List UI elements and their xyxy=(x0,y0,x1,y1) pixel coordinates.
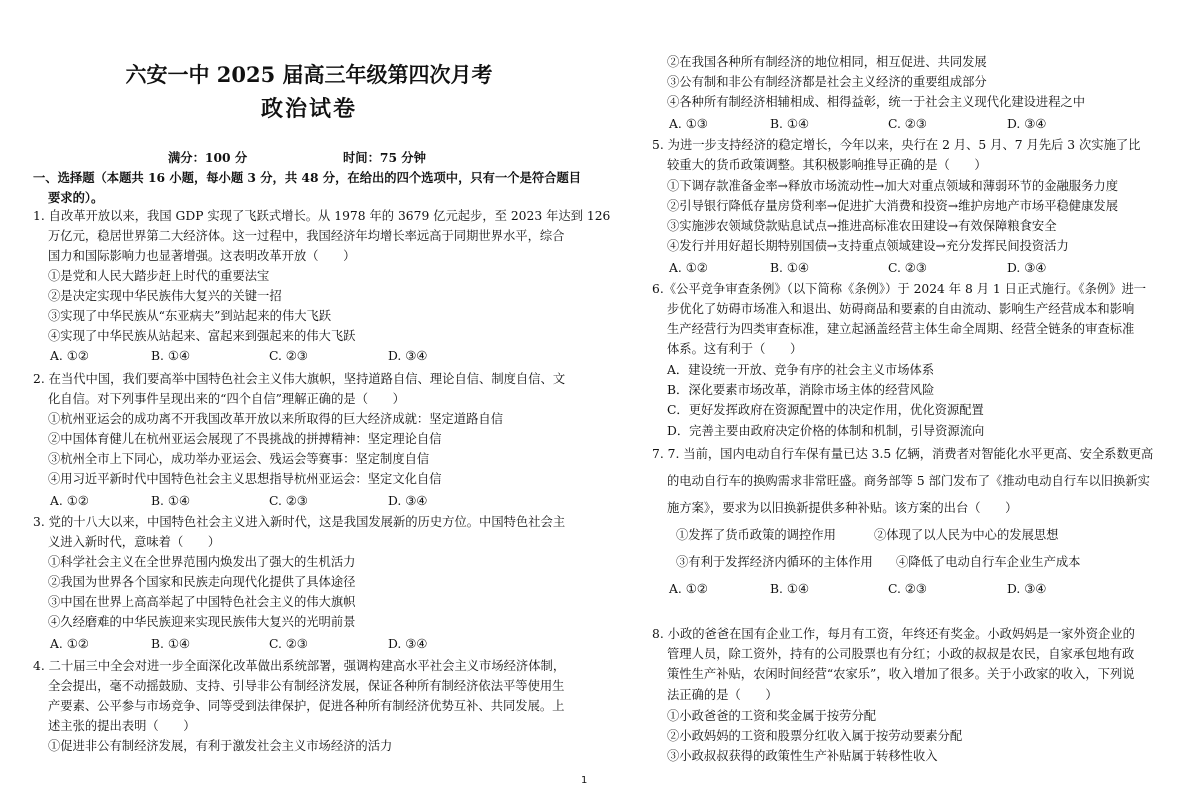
question-7-option-c: C. ②③ xyxy=(888,582,927,596)
page-number: 1 xyxy=(581,775,588,786)
question-3-stem: 3. 党的十八大以来，中国特色社会主义进入新时代，这是我国发展新的历史方位。中国特色社会主 xyxy=(33,515,566,529)
question-6-stem: 6.《公平竞争审查条例》（以下简称《条例》）于 2024 年 8 月 1 日正式施行。《条例》进一 xyxy=(652,282,1147,296)
question-7-statement: ③有利于发挥经济内循环的主体作用 xyxy=(676,555,873,569)
question-3-option-b: B. ①④ xyxy=(151,637,190,651)
full-score: 满分：100 分 xyxy=(168,150,248,165)
question-6-option-d: D．完善主要由政府决定价格的体制和机制，引导资源流向 xyxy=(667,424,985,438)
question-4-statement: ②在我国各种所有制经济的地位相同，相互促进、共同发展 xyxy=(667,55,987,69)
question-7-statement: ④降低了电动自行车企业生产成本 xyxy=(896,555,1081,569)
section-title: 要求的）。 xyxy=(48,190,104,205)
question-4-stem: 产要素、公平参与市场竞争、同等受到法律保护，促进各种所有制经济优势互补、共同发展。上 xyxy=(48,699,565,713)
question-6-stem: 步优化了妨碍市场准入和退出、妨碍商品和要素的自由流动、影响生产经营成本和影响 xyxy=(667,302,1135,316)
question-1-option-a: A. ①② xyxy=(50,349,89,363)
question-8-statement: ①小政爸爸的工资和奖金属于按劳分配 xyxy=(667,709,877,723)
question-4-option-a: A. ①③ xyxy=(669,117,708,131)
question-4-option-c: C. ②③ xyxy=(888,117,927,131)
question-2-statement: ①杭州亚运会的成功离不开我国改革开放以来所取得的巨大经济成就：坚定道路自信 xyxy=(48,412,503,426)
exam-time: 时间：75 分钟 xyxy=(343,150,426,165)
question-2-statement: ②中国体育健儿在杭州亚运会展现了不畏挑战的拼搏精神：坚定理论自信 xyxy=(48,432,442,446)
question-5-statement: ③实施涉农领域贷款贴息试点→推进高标准农田建设→有效保障粮食安全 xyxy=(667,219,1057,233)
question-7-stem: 的电动自行车的换购需求非常旺盛。商务部等 5 部门发布了《推动电动自行车以旧换新实 xyxy=(667,474,1150,488)
question-5-stem: 较重大的货币政策调整。其积极影响推导正确的是（ ） xyxy=(667,158,987,172)
question-2-option-c: C. ②③ xyxy=(269,494,308,508)
question-3-statement: ①科学社会主义在全世界范围内焕发出了强大的生机活力 xyxy=(48,555,356,569)
question-4-statement: ④各种所有制经济相辅相成、相得益彰，统一于社会主义现代化建设进程之中 xyxy=(667,95,1086,109)
question-8-statement: ②小政妈妈的工资和股票分红收入属于按劳动要素分配 xyxy=(667,729,963,743)
question-7-option-d: D. ③④ xyxy=(1007,582,1047,596)
question-7-stem: 7. 7. 当前，国内电动自行车保有量已达 3.5 亿辆，消费者对智能化水平更高、安全系数更高 xyxy=(652,447,1154,461)
question-5-statement: ④发行并用好超长期特别国债→支持重点领域建设→充分发挥民间投资活力 xyxy=(667,239,1069,253)
question-8-statement: ③小政叔叔获得的政策性生产补贴属于转移性收入 xyxy=(667,749,938,763)
question-2-option-b: B. ①④ xyxy=(151,494,190,508)
question-7-option-b: B. ①④ xyxy=(770,582,809,596)
question-8-stem: 策性生产补贴，农闲时间经营“农家乐”，收入增加了很多。关于小政家的收入，下列说 xyxy=(667,667,1135,681)
question-3-option-d: D. ③④ xyxy=(388,637,428,651)
question-4-statement: ③公有制和非公有制经济都是社会主义经济的重要组成部分 xyxy=(667,75,987,89)
question-1-option-d: D. ③④ xyxy=(388,349,428,363)
question-5-option-d: D. ③④ xyxy=(1007,261,1047,275)
question-1-stem: 国力和国际影响力也显著增强。这表明改革开放（ ） xyxy=(48,249,356,263)
section-title: 一、选择题（本题共 16 小题，每小题 3 分，共 48 分，在给出的四个选项中，只有一个是符合题目 xyxy=(33,170,582,185)
question-3-statement: ④久经磨难的中华民族迎来实现民族伟大复兴的光明前景 xyxy=(48,615,356,629)
exam-title: 六安一中 2025 届高三年级第四次月考 xyxy=(125,62,493,87)
question-1-option-b: B. ①④ xyxy=(151,349,190,363)
question-2-option-a: A. ①② xyxy=(50,494,89,508)
question-1-statement: ①是党和人民大踏步赶上时代的重要法宝 xyxy=(48,269,270,283)
question-8-stem: 8. 小政的爸爸在国有企业工作，每月有工资，年终还有奖金。小政妈妈是一家外资企业的 xyxy=(652,627,1135,641)
exam-subject: 政治试卷 xyxy=(260,96,357,122)
question-3-statement: ②我国为世界各个国家和民族走向现代化提供了具体途径 xyxy=(48,575,356,589)
question-6-option-a: A．建设统一开放、竞争有序的社会主义市场体系 xyxy=(667,363,935,377)
question-3-option-a: A. ①② xyxy=(50,637,89,651)
question-1-statement: ④实现了中华民族从站起来、富起来到强起来的伟大飞跃 xyxy=(48,329,356,343)
question-1-option-c: C. ②③ xyxy=(269,349,308,363)
question-1-stem: 万亿元，稳居世界第二大经济体。这一过程中，我国经济年均增长率远高于同期世界水平，综合 xyxy=(48,229,565,243)
question-2-stem: 化自信。对下列事件呈现出来的“四个自信”理解正确的是（ ） xyxy=(48,392,405,406)
question-1-statement: ③实现了中华民族从“东亚病夫”到站起来的伟大飞跃 xyxy=(48,309,332,323)
question-4-statement: ①促进非公有制经济发展，有利于激发社会主义市场经济的活力 xyxy=(48,739,393,753)
question-3-option-c: C. ②③ xyxy=(269,637,308,651)
question-4-stem: 4. 二十届三中全会对进一步全面深化改革做出系统部署，强调构建高水平社会主义市场经济体制， xyxy=(33,659,566,673)
question-4-option-b: B. ①④ xyxy=(770,117,809,131)
question-1-stem: 1. 自改革开放以来，我国 GDP 实现了飞跃式增长。从 1978 年的 3679 亿元起步，至 2023 年达到 126 xyxy=(33,209,611,223)
question-8-stem: 管理人员，除工资外，持有的公司股票也有分红；小政的叔叔是农民，自家承包地有政 xyxy=(667,647,1135,661)
question-5-option-c: C. ②③ xyxy=(888,261,927,275)
question-7-statement: ①发挥了货币政策的调控作用 xyxy=(676,528,836,542)
question-2-statement: ④用习近平新时代中国特色社会主义思想指导杭州亚运会：坚定文化自信 xyxy=(48,472,442,486)
question-7-stem: 施方案》，要求为以旧换新提供多种补贴。该方案的出台（ ） xyxy=(667,501,1018,515)
question-8-stem: 法正确的是（ ） xyxy=(667,688,778,702)
question-2-statement: ③杭州全市上下同心，成功举办亚运会、残运会等赛事：坚定制度自信 xyxy=(48,452,430,466)
question-5-statement: ①下调存款准备金率→释放市场流动性→加大对重点领域和薄弱环节的金融服务力度 xyxy=(667,179,1118,193)
question-2-stem: 2. 在当代中国，我们要高举中国特色社会主义伟大旗帜，坚持道路自信、理论自信、制度自信、文 xyxy=(33,372,566,386)
question-4-option-d: D. ③④ xyxy=(1007,117,1047,131)
question-5-statement: ②引导银行降低存量房贷利率→促进扩大消费和投资→维护房地产市场平稳健康发展 xyxy=(667,199,1118,213)
question-1-statement: ②是决定实现中华民族伟大复兴的关键一招 xyxy=(48,289,282,303)
question-4-stem: 全会提出，毫不动摇鼓励、支持、引导非公有制经济发展，保证各种所有制经济依法平等使用生 xyxy=(48,679,565,693)
question-3-statement: ③中国在世界上高高举起了中国特色社会主义的伟大旗帜 xyxy=(48,595,356,609)
question-3-stem: 义进入新时代，意味着（ ） xyxy=(48,535,221,549)
question-6-option-b: B．深化要素市场改革，消除市场主体的经营风险 xyxy=(667,383,935,397)
question-5-option-b: B. ①④ xyxy=(770,261,809,275)
question-2-option-d: D. ③④ xyxy=(388,494,428,508)
question-7-statement: ②体现了以人民为中心的发展思想 xyxy=(874,528,1059,542)
question-5-stem: 5. 为进一步支持经济的稳定增长，今年以来，央行在 2 月、5 月、7 月先后 3 次实施了比 xyxy=(652,138,1141,152)
question-4-stem: 述主张的提出表明（ ） xyxy=(48,719,196,733)
question-5-option-a: A. ①② xyxy=(669,261,708,275)
question-6-stem: 体系。这有利于（ ） xyxy=(667,342,803,356)
question-7-option-a: A. ①② xyxy=(669,582,708,596)
question-6-stem: 生产经营行为四类审查标准，建立起涵盖经营主体生命全周期、经营全链条的审查标准 xyxy=(667,322,1135,336)
question-6-option-c: C．更好发挥政府在资源配置中的决定作用，优化资源配置 xyxy=(667,403,984,417)
